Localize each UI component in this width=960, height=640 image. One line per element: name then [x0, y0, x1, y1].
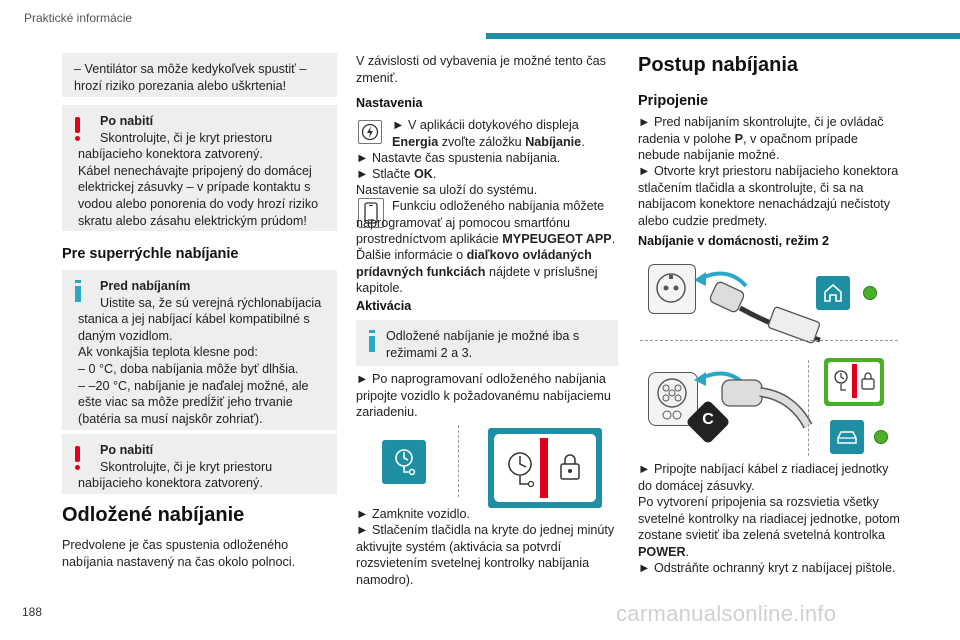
activation-note: Odložené nabíjanie je možné iba s režimami 2 a 3. — [386, 329, 580, 360]
divider-line — [458, 425, 459, 497]
activation-info-box — [356, 320, 618, 366]
fan-warning-text: – Ventilátor sa môže kedykoľvek spustiť – hrozí riziko porezania alebo uškrtenia! — [74, 62, 307, 93]
home-charging-heading: Nabíjanie v domácnosti, režim 2 — [638, 234, 830, 248]
warning-icon — [75, 446, 80, 462]
watermark: carmanualsonline.info — [616, 601, 837, 626]
home-charging-illustration — [640, 258, 900, 458]
info-icon — [75, 280, 81, 302]
intro-text: V závislosti od vybavenia je možné tento čas zmeniť. — [356, 54, 606, 85]
energy-app-icon — [358, 120, 382, 144]
running-header: Praktické informácie — [24, 11, 133, 25]
after-charge-text-2: Skontrolujte, či je kryt priestoru nabíjacieho konektora zatvorený. — [78, 459, 273, 491]
warning-icon — [75, 117, 80, 133]
connector-type-c-label: C — [702, 411, 714, 428]
delayed-charging-heading: Odložené nabíjanie — [62, 504, 245, 526]
page-number: 188 — [22, 605, 43, 619]
superfast-heading: Pre superrýchle nabíjanie — [62, 246, 239, 262]
illustration-divider — [640, 340, 898, 341]
connection-heading: Pripojenie — [638, 93, 709, 109]
settings-step-1: ► V aplikácii dotykového displeja Energia zvoľte záložku Nabíjanie. — [392, 118, 585, 149]
before-charge-text: Uistite sa, že sú verejná rýchlonabíjacia stanica a jej nabíjací kábel kompatibilné s daným vozidlom. Ak vonkajšia teplota klesne pod: – 0 °C, doba nabíjania môže byť dlhšia. – –20 °C, nabíjanie je naďalej možné, ale ešte viac sa môže predĺžiť jeho trvanie (batéria sa musí najskôr zohriať). — [78, 295, 322, 426]
after-charge-warning-box — [62, 105, 337, 231]
settings-heading: Nastavenia — [356, 96, 423, 110]
after-charge-title: Po nabití — [100, 114, 154, 128]
after-charge-title-2: Po nabití — [100, 443, 154, 457]
power-indicator-light — [863, 286, 877, 300]
car-indicator-light — [874, 430, 888, 444]
activation-step-1: ► Po naprogramovaní odloženého nabíjania pripojte vozidlo k požadovanému nabíjaciemu zariadeniu. — [356, 372, 611, 420]
home-charging-step-3: ► Odstráňte ochranný kryt z nabíjacej pištole. — [638, 561, 896, 575]
connection-step-1: ► Pred nabíjaním skontrolujte, či je ovládač radenia v polohe P, v opačnom prípade nebude nabíjanie možné. — [638, 115, 884, 163]
settings-step-3: ► Stlačte OK. — [356, 167, 437, 181]
home-charging-step-1: ► Pripojte nabíjací kábel z riadiacej jednotky do domácej zásuvky. — [638, 462, 889, 493]
car-icon — [830, 420, 864, 454]
header-accent-bar — [486, 33, 960, 39]
settings-step-4: Nastavenie sa uloží do systému. — [356, 183, 538, 197]
charging-flap-panel-illustration — [488, 428, 602, 508]
home-icon — [816, 276, 850, 310]
before-charge-info-box — [62, 270, 337, 430]
illustration-divider-vertical — [808, 360, 809, 456]
fan-warning-box — [62, 53, 337, 97]
settings-step-5: Funkciu odloženého nabíjania môžete naprogramovať aj pomocou smartfónu prostredníctvom aplikácie MYPEUGEOT APP. — [356, 199, 616, 247]
settings-step-2: ► Nastavte čas spustenia nabíjania. — [356, 151, 561, 165]
delayed-charge-button-illustration — [382, 440, 426, 484]
settings-step-6: Ďalšie informácie o diaľkovo ovládaných prídavných funkciách nájdete v príslušnej kapitole. — [356, 248, 598, 296]
after-charge-warning-box-2 — [62, 434, 337, 494]
connection-step-2: ► Otvorte kryt priestoru nabíjacieho konektora stlačením tlačidla a skontrolujte, či sa na nabíjacom konektore nenachádzajú nečistoty alebo cudzie predmety. — [638, 164, 899, 228]
activation-step-2: ► Zamknite vozidlo. — [356, 507, 470, 521]
info-icon — [369, 330, 375, 352]
after-charge-text: Skontrolujte, či je kryt priestoru nabíjacieho konektora zatvorený. Kábel nenechávajte pripojený do domácej elektrickej zásuvky – v prípade kontaktu s vodou alebo ponorenia do vody hrozí riziko skratu alebo zásahu elektrickým prúdom! — [78, 130, 319, 228]
wall-socket-illustration — [648, 264, 696, 314]
activation-heading: Aktivácia — [356, 299, 412, 313]
before-charge-title: Pred nabíjaním — [100, 279, 191, 293]
charging-procedure-heading: Postup nabíjania — [638, 54, 799, 76]
activation-step-3: ► Stlačením tlačidla na kryte do jednej minúty aktivujte systém (aktivácia sa potvrdí rozsvietením svetelnej kontrolky nabíjania namodro). — [356, 523, 615, 587]
control-panel-illustration — [824, 358, 884, 406]
home-charging-step-2: Po vytvorení pripojenia sa rozsvietia všetky svetelné kontrolky na riadiacej jednotke, potom zostane svietiť iba zelená svetelná kontrolka POWER. — [638, 495, 900, 559]
delayed-charging-text: Predvolene je čas spustenia odloženého nabíjania nastavený na čas okolo polnoci. — [62, 538, 296, 569]
